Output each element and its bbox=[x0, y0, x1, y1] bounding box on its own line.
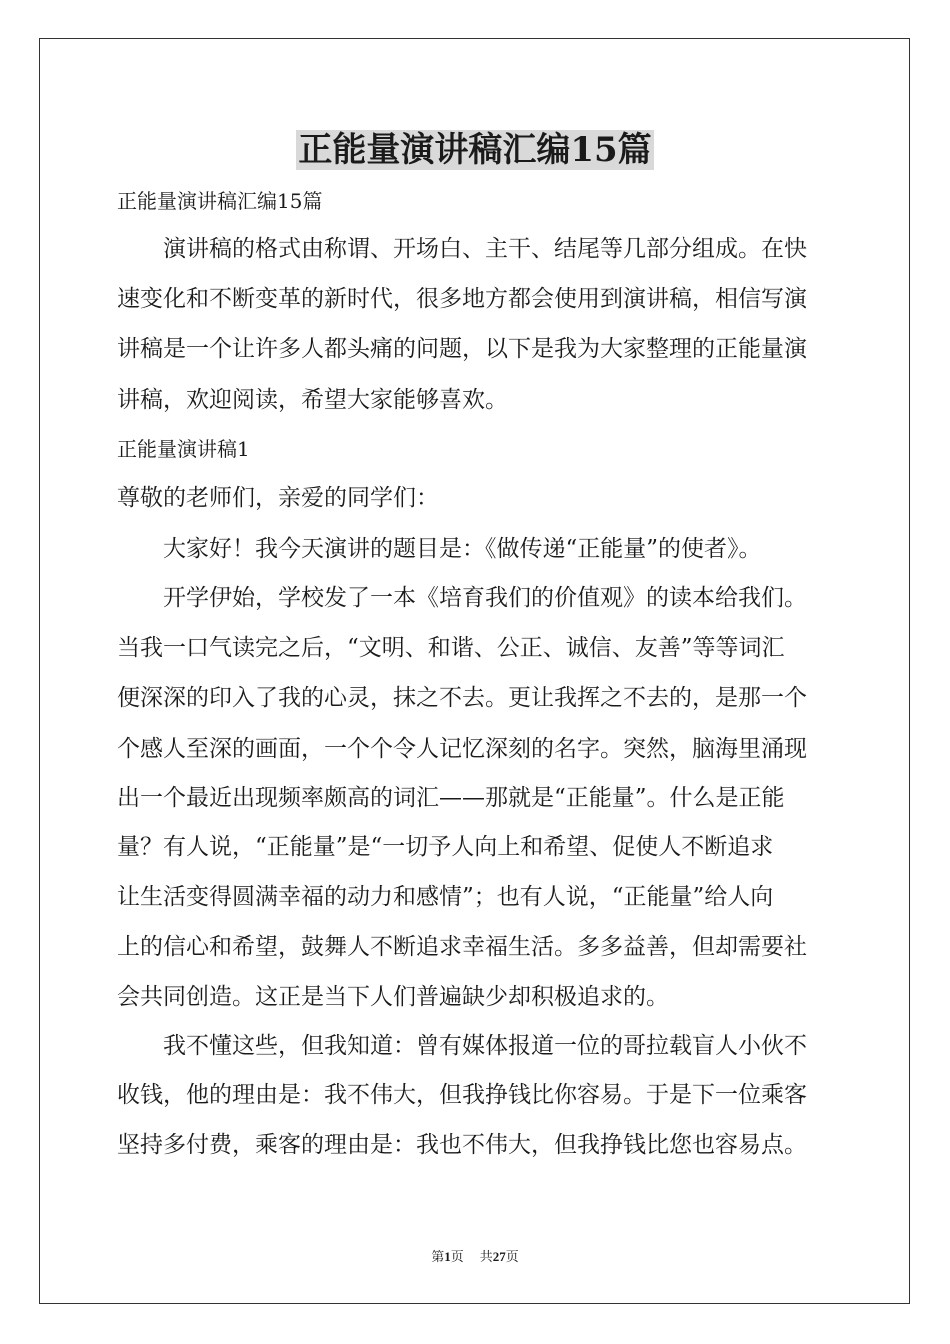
paragraph-line: 坚持多付费，乘客的理由是：我也不伟大，但我挣钱比您也容易点。 bbox=[117, 1132, 807, 1158]
page-border bbox=[39, 38, 910, 1304]
greeting-line: 大家好！我今天演讲的题目是：《做传递“正能量”的使者》。 bbox=[163, 536, 762, 562]
paragraph-line: 上的信心和希望，鼓舞人不断追求幸福生活。多多益善，但却需要社 bbox=[117, 934, 807, 960]
paragraph-line: 便深深的印入了我的心灵，抹之不去。更让我挥之不去的，是那一个 bbox=[117, 685, 807, 711]
paragraph-line: 让生活变得圆满幸福的动力和感情”；也有人说，“正能量”给人向 bbox=[117, 884, 774, 910]
total-pages: 27 bbox=[492, 1249, 506, 1264]
paragraph-line: 量？有人说，“正能量”是“一切予人向上和希望、促使人不断追求 bbox=[117, 834, 774, 860]
page-footer bbox=[0, 1248, 950, 1266]
page-number: 1 bbox=[444, 1249, 451, 1264]
document-subtitle: 正能量演讲稿汇编15篇 bbox=[117, 189, 323, 213]
paragraph-line: 开学伊始，学校发了一本《培育我们的价值观》的读本给我们。 bbox=[163, 585, 807, 611]
paragraph-line: 收钱，他的理由是：我不伟大，但我挣钱比你容易。于是下一位乘客 bbox=[117, 1082, 807, 1108]
paragraph-line: 我不懂这些，但我知道：曾有媒体报道一位的哥拉载盲人小伙不 bbox=[163, 1033, 807, 1059]
page-suffix: 页 bbox=[450, 1249, 464, 1264]
section-heading: 正能量演讲稿1 bbox=[117, 437, 250, 461]
paragraph-line: 会共同创造。这正是当下人们普遍缺少却积极追求的。 bbox=[117, 984, 669, 1010]
paragraph-line: 当我一口气读完之后，“文明、和谐、公正、诚信、友善”等等词汇 bbox=[117, 635, 785, 661]
total-suffix: 页 bbox=[505, 1249, 519, 1264]
document-title bbox=[0, 128, 950, 172]
document-title-text: 正能量演讲稿汇编15篇 bbox=[298, 130, 652, 170]
intro-line: 演讲稿的格式由称谓、开场白、主干、结尾等几部分组成。在快 bbox=[163, 236, 807, 262]
page-prefix: 第 bbox=[431, 1249, 445, 1264]
paragraph-line: 出一个最近出现频率颇高的词汇——那就是“正能量”。什么是正能 bbox=[117, 785, 785, 811]
total-prefix: 共 bbox=[479, 1249, 493, 1264]
intro-line: 讲稿是一个让许多人都头痛的问题，以下是我为大家整理的正能量演 bbox=[117, 336, 807, 362]
intro-line: 讲稿，欢迎阅读，希望大家能够喜欢。 bbox=[117, 387, 508, 413]
salutation: 尊敬的老师们，亲爱的同学们： bbox=[117, 485, 439, 511]
paragraph-line: 个感人至深的画面，一个个令人记忆深刻的名字。突然，脑海里涌现 bbox=[117, 736, 807, 762]
intro-line: 速变化和不断变革的新时代，很多地方都会使用到演讲稿，相信写演 bbox=[117, 286, 807, 312]
